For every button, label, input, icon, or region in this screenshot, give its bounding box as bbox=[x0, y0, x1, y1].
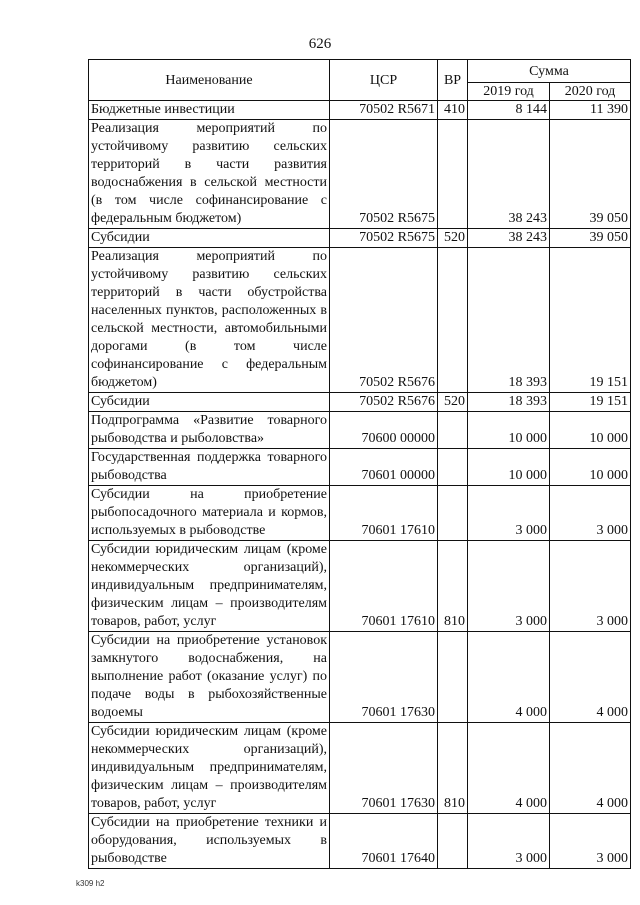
row-amount-2020: 10 000 bbox=[550, 412, 631, 449]
table-row bbox=[89, 120, 631, 229]
row-amount-2019: 38 243 bbox=[468, 229, 550, 248]
row-csr: 70601 17640 bbox=[330, 814, 438, 869]
row-csr: 70601 17630 bbox=[330, 632, 438, 723]
row-amount-2020: 19 151 bbox=[550, 393, 631, 412]
row-name: Субсидии на приобретение рыбопосадочного материала и кормов, используемых в рыбоводстве bbox=[89, 486, 330, 541]
row-amount-2020: 10 000 bbox=[550, 449, 631, 486]
row-amount-2019: 18 393 bbox=[468, 248, 550, 393]
header-csr: ЦСР bbox=[330, 60, 438, 101]
table-row bbox=[89, 412, 631, 449]
row-amount-2020: 19 151 bbox=[550, 248, 631, 393]
row-name: Субсидии юридическим лицам (кроме некоммерческих организаций), индивидуальным предпринимателям, физическим лицам – производителям товаров, работ, услуг bbox=[89, 723, 330, 814]
row-vr: 520 bbox=[438, 229, 468, 248]
table-row bbox=[89, 541, 631, 632]
row-csr: 70502 R5675 bbox=[330, 229, 438, 248]
row-csr: 70502 R5671 bbox=[330, 101, 438, 120]
row-name: Государственная поддержка товарного рыбоводства bbox=[89, 449, 330, 486]
table-row bbox=[89, 393, 631, 412]
row-amount-2020: 4 000 bbox=[550, 723, 631, 814]
table-row bbox=[89, 248, 631, 393]
row-name: Субсидии bbox=[89, 229, 330, 248]
row-amount-2019: 38 243 bbox=[468, 120, 550, 229]
row-vr: 410 bbox=[438, 101, 468, 120]
row-name: Подпрограмма «Развитие товарного рыбоводства и рыболовства» bbox=[89, 412, 330, 449]
table-row bbox=[89, 101, 631, 120]
table-body bbox=[89, 101, 631, 869]
row-name: Субсидии на приобретение установок замкнутого водоснабжения, на выполнение работ (оказание услуг) по подаче воды в рыбохозяйственные водоемы bbox=[89, 632, 330, 723]
row-amount-2019: 10 000 bbox=[468, 449, 550, 486]
row-vr bbox=[438, 248, 468, 393]
row-vr bbox=[438, 449, 468, 486]
row-name: Субсидии bbox=[89, 393, 330, 412]
budget-table bbox=[88, 59, 631, 869]
row-name: Субсидии юридическим лицам (кроме некоммерческих организаций), индивидуальным предпринимателям, физическим лицам – производителям товаров, работ, услуг bbox=[89, 541, 330, 632]
row-amount-2020: 3 000 bbox=[550, 486, 631, 541]
row-csr: 70601 17610 bbox=[330, 486, 438, 541]
row-csr: 70600 00000 bbox=[330, 412, 438, 449]
row-name: Реализация мероприятий по устойчивому развитию сельских территорий в части обустройства населенных пунктов, расположенных в сельской местности, автомобильными дорогами (в том числе софинансирование с федеральным бюджетом) bbox=[89, 248, 330, 393]
row-amount-2019: 3 000 bbox=[468, 486, 550, 541]
row-vr bbox=[438, 632, 468, 723]
row-amount-2019: 10 000 bbox=[468, 412, 550, 449]
row-csr: 70601 17630 bbox=[330, 723, 438, 814]
table-row bbox=[89, 814, 631, 869]
row-vr: 810 bbox=[438, 723, 468, 814]
header-year-2019: 2019 год bbox=[468, 83, 550, 101]
row-csr: 70502 R5675 bbox=[330, 120, 438, 229]
row-name: Субсидии на приобретение техники и оборудования, используемых в рыбоводстве bbox=[89, 814, 330, 869]
page-number: 626 bbox=[308, 36, 332, 52]
row-amount-2019: 8 144 bbox=[468, 101, 550, 120]
row-name: Реализация мероприятий по устойчивому развитию сельских территорий в части развития водоснабжения в сельской местности (в том числе софинансирование с федеральным бюджетом) bbox=[89, 120, 330, 229]
table-row bbox=[89, 723, 631, 814]
row-vr bbox=[438, 412, 468, 449]
row-amount-2020: 3 000 bbox=[550, 814, 631, 869]
row-vr bbox=[438, 120, 468, 229]
row-csr: 70601 00000 bbox=[330, 449, 438, 486]
row-amount-2020: 39 050 bbox=[550, 120, 631, 229]
row-csr: 70601 17610 bbox=[330, 541, 438, 632]
header-year-2020: 2020 год bbox=[550, 83, 631, 101]
row-amount-2020: 4 000 bbox=[550, 632, 631, 723]
row-csr: 70502 R5676 bbox=[330, 393, 438, 412]
row-vr bbox=[438, 814, 468, 869]
row-amount-2019: 18 393 bbox=[468, 393, 550, 412]
row-amount-2019: 4 000 bbox=[468, 632, 550, 723]
row-amount-2019: 4 000 bbox=[468, 723, 550, 814]
row-vr bbox=[438, 486, 468, 541]
row-amount-2020: 11 390 bbox=[550, 101, 631, 120]
table-row bbox=[89, 449, 631, 486]
row-vr: 810 bbox=[438, 541, 468, 632]
table-row bbox=[89, 632, 631, 723]
header-name: Наименование bbox=[89, 60, 330, 101]
header-sum: Сумма bbox=[468, 60, 631, 83]
row-name: Бюджетные инвестиции bbox=[89, 101, 330, 120]
row-amount-2019: 3 000 bbox=[468, 814, 550, 869]
table-row bbox=[89, 229, 631, 248]
header-vr: ВР bbox=[438, 60, 468, 101]
row-amount-2020: 3 000 bbox=[550, 541, 631, 632]
row-vr: 520 bbox=[438, 393, 468, 412]
row-amount-2020: 39 050 bbox=[550, 229, 631, 248]
footer-code: k309 h2 bbox=[76, 879, 105, 888]
row-amount-2019: 3 000 bbox=[468, 541, 550, 632]
table-row bbox=[89, 486, 631, 541]
row-csr: 70502 R5676 bbox=[330, 248, 438, 393]
